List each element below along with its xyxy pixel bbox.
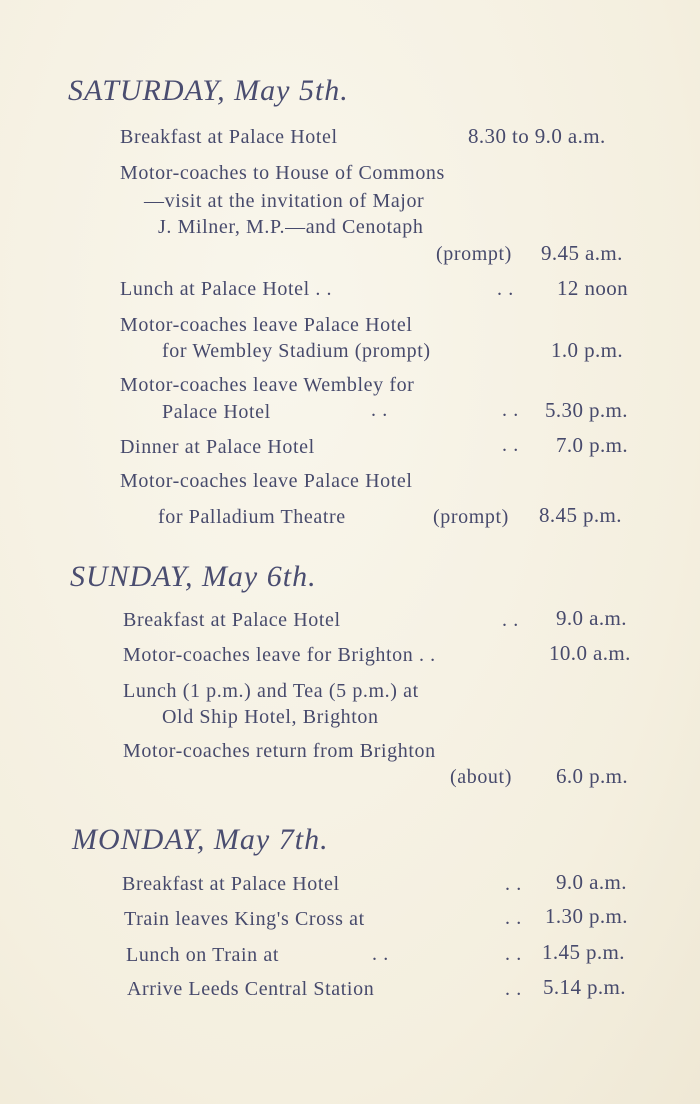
saturday-commons-line2: —visit at the invitation of Major bbox=[144, 190, 425, 212]
saturday-palladium-line2: for Palladium Theatre bbox=[158, 506, 346, 528]
saturday-dinner-dots: . . bbox=[502, 434, 519, 456]
monday-train-text: Train leaves King's Cross at bbox=[124, 908, 365, 930]
sunday-lunch-line2: Old Ship Hotel, Brighton bbox=[162, 706, 379, 728]
saturday-palladium-line1: Motor-coaches leave Palace Hotel bbox=[120, 470, 413, 492]
saturday-return-line2: Palace Hotel bbox=[162, 401, 271, 423]
sunday-breakfast-time: 9.0 a.m. bbox=[556, 606, 627, 630]
sunday-brighton-time: 10.0 a.m. bbox=[549, 641, 631, 665]
saturday-commons-line3: J. Milner, M.P.—and Cenotaph bbox=[158, 216, 424, 238]
saturday-palladium-time: 8.45 p.m. bbox=[539, 503, 622, 527]
saturday-commons-note: (prompt) bbox=[436, 243, 512, 265]
saturday-commons-time: 9.45 a.m. bbox=[541, 241, 623, 265]
sunday-lunch-line1: Lunch (1 p.m.) and Tea (5 p.m.) at bbox=[123, 680, 419, 702]
saturday-breakfast-time: 8.30 to 9.0 a.m. bbox=[468, 124, 606, 148]
saturday-return-dots2: . . bbox=[502, 399, 519, 421]
saturday-wembley-line2: for Wembley Stadium (prompt) bbox=[162, 340, 431, 362]
sunday-brighton-text: Motor-coaches leave for Brighton . . bbox=[123, 644, 436, 666]
saturday-breakfast-text: Breakfast at Palace Hotel bbox=[120, 126, 338, 148]
sunday-return-time: 6.0 p.m. bbox=[556, 764, 629, 788]
monday-train-time: 1.30 p.m. bbox=[545, 904, 628, 928]
monday-breakfast-time: 9.0 a.m. bbox=[556, 870, 627, 894]
monday-breakfast-dots: . . bbox=[505, 873, 522, 895]
monday-train-dots: . . bbox=[505, 907, 522, 929]
saturday-wembley-line1: Motor-coaches leave Palace Hotel bbox=[120, 314, 413, 336]
saturday-dinner-time: 7.0 p.m. bbox=[556, 433, 629, 457]
monday-arrive-time: 5.14 p.m. bbox=[543, 975, 626, 999]
monday-lunch-dots2: . . bbox=[505, 943, 522, 965]
saturday-commons-line1: Motor-coaches to House of Commons bbox=[120, 162, 445, 184]
monday-lunch-text: Lunch on Train at bbox=[126, 944, 279, 966]
sunday-return-line1: Motor-coaches return from Brighton bbox=[123, 740, 436, 762]
saturday-lunch-text: Lunch at Palace Hotel . . bbox=[120, 278, 333, 300]
monday-heading: MONDAY, May 7th. bbox=[72, 823, 329, 856]
sunday-breakfast-dots: . . bbox=[502, 609, 519, 631]
sunday-heading: SUNDAY, May 6th. bbox=[70, 560, 317, 593]
saturday-wembley-time: 1.0 p.m. bbox=[551, 338, 624, 362]
saturday-dinner-text: Dinner at Palace Hotel bbox=[120, 436, 315, 458]
saturday-palladium-note: (prompt) bbox=[433, 506, 509, 528]
monday-arrive-dots: . . bbox=[505, 978, 522, 1000]
monday-breakfast-text: Breakfast at Palace Hotel bbox=[122, 873, 340, 895]
saturday-return-line1: Motor-coaches leave Wembley for bbox=[120, 374, 415, 396]
saturday-return-time: 5.30 p.m. bbox=[545, 398, 628, 422]
saturday-lunch-dots: . . bbox=[497, 278, 514, 300]
monday-lunch-dots1: . . bbox=[372, 943, 389, 965]
sunday-return-note: (about) bbox=[450, 766, 512, 788]
monday-lunch-time: 1.45 p.m. bbox=[542, 940, 625, 964]
saturday-heading: SATURDAY, May 5th. bbox=[68, 74, 349, 107]
saturday-lunch-time: 12 noon bbox=[557, 276, 629, 300]
saturday-return-dots1: . . bbox=[371, 399, 388, 421]
monday-arrive-text: Arrive Leeds Central Station bbox=[127, 978, 375, 1000]
sunday-breakfast-text: Breakfast at Palace Hotel bbox=[123, 609, 341, 631]
